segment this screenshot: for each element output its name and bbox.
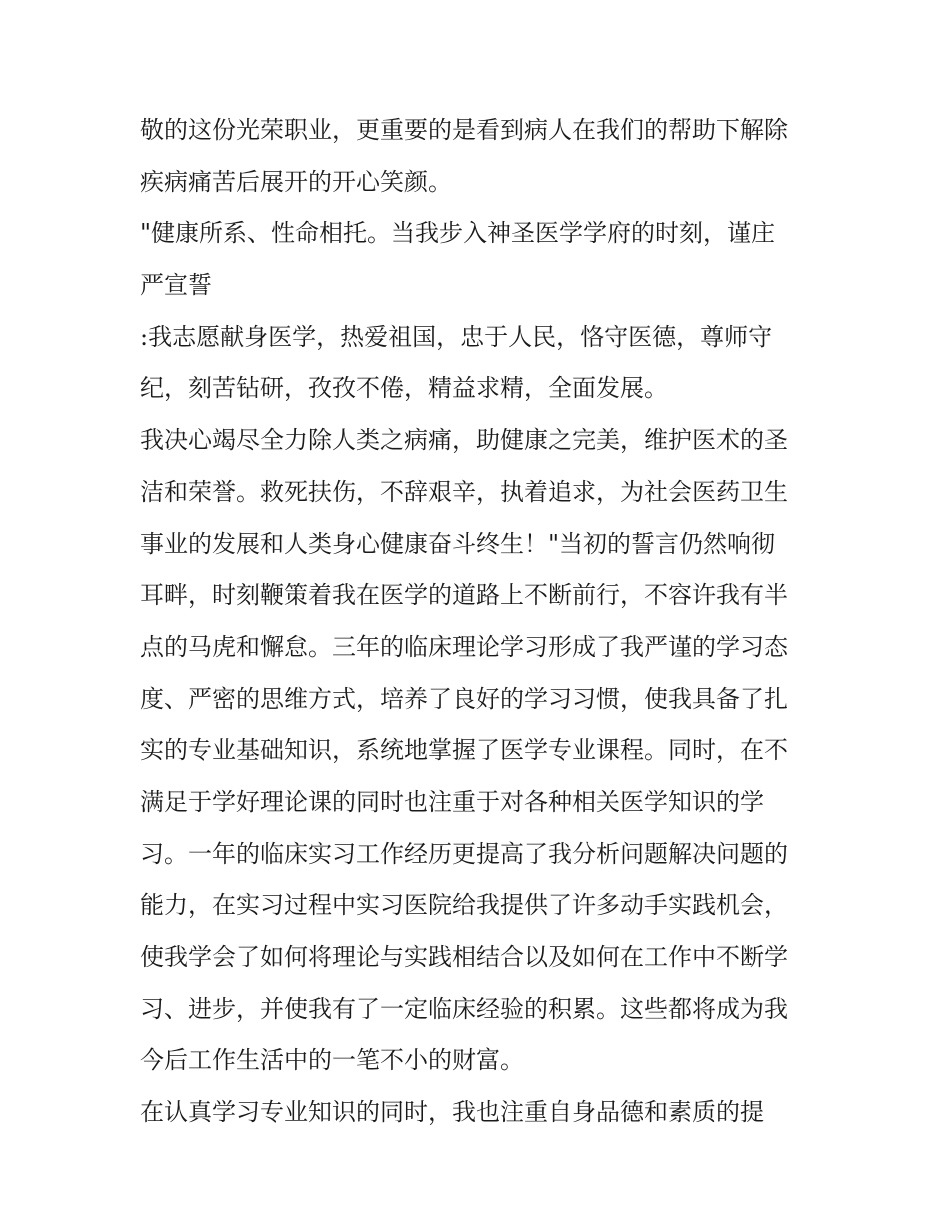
- text-line: 使我学会了如何将理论与实践相结合以及如何在工作中不断学: [140, 943, 788, 971]
- text-line: 耳畔，时刻鞭策着我在医学的道路上不断前行，不容许我有半: [140, 581, 788, 610]
- text-line: 满足于学好理论课的同时也注重于对各种相关医学知识的学: [140, 787, 764, 816]
- text-line: 实的专业基础知识，系统地掌握了医学专业课程。同时，在不: [140, 736, 788, 765]
- text-line: 今后工作生活中的一笔不小的财富。: [140, 1046, 524, 1075]
- text-line: 在认真学习专业知识的同时，我也注重自身品德和素质的提: [140, 1098, 764, 1127]
- text-line: 纪，刻苦钻研，孜孜不倦，精益求精，全面发展。: [140, 374, 668, 403]
- text-line: 敬的这份光荣职业，更重要的是看到病人在我们的帮助下解除: [140, 116, 788, 144]
- text-line: 度、严密的思维方式，培养了良好的学习习惯，使我具备了扎: [140, 684, 788, 713]
- document-body: [140, 105, 820, 1139]
- text-line: 我决心竭尽全力除人类之病痛，助健康之完美，维护医术的圣: [140, 426, 788, 455]
- text-line: 习、进步，并使我有了一定临床经验的积累。这些都将成为我: [140, 994, 788, 1023]
- text-line: 严宣誓: [140, 271, 212, 300]
- text-line: :我志愿献身医学，热爱祖国，忠于人民，恪守医德，尊师守: [140, 322, 773, 351]
- text-line: "健康所系、性命相托。当我步入神圣医学学府的时刻，谨庄: [140, 219, 776, 248]
- text-line: 事业的发展和人类身心健康奋斗终生！"当初的誓言仍然响彻: [140, 529, 776, 558]
- text-line: 点的马虎和懈怠。三年的临床理论学习形成了我严谨的学习态: [140, 632, 788, 661]
- text-line: 疾病痛苦后展开的开心笑颜。: [140, 167, 452, 196]
- text-line: 习。一年的临床实习工作经历更提高了我分析问题解决问题的: [140, 839, 788, 868]
- text-line: 能力，在实习过程中实习医院给我提供了许多动手实践机会，: [140, 891, 788, 920]
- text-line: 洁和荣誉。救死扶伤，不辞艰辛，执着追求，为社会医药卫生: [140, 477, 788, 506]
